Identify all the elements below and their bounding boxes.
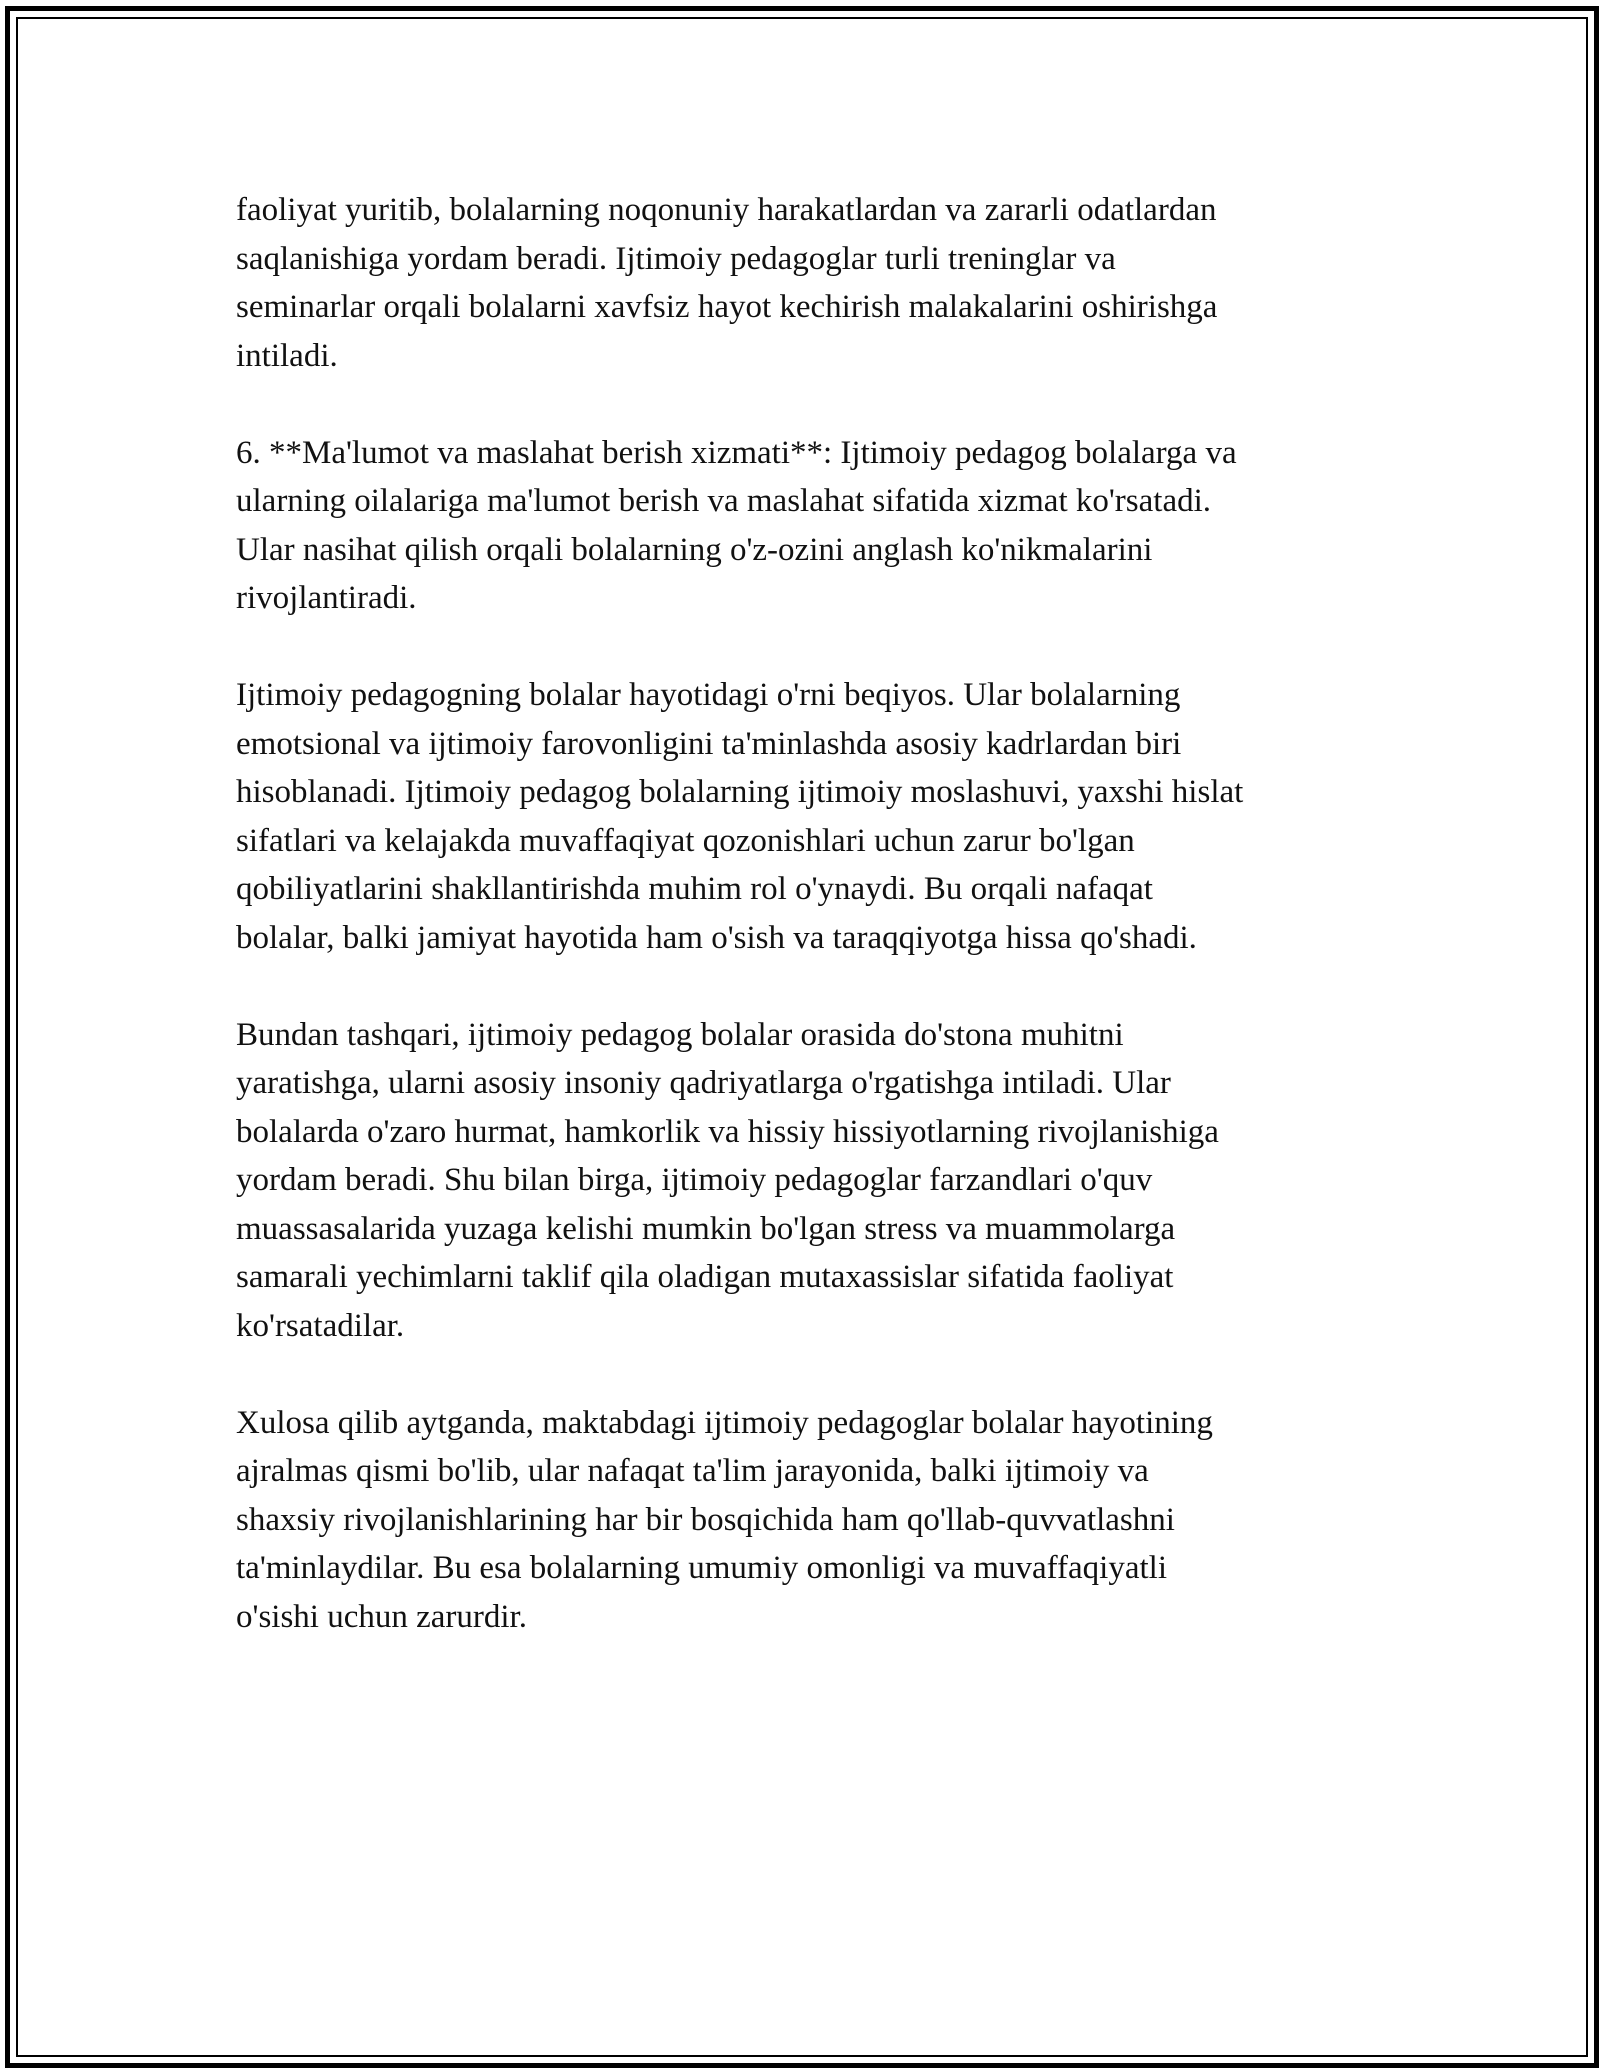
text-line: qobiliyatlarini shakllantirishda muhim rol o'ynaydi. Bu orqali nafaqat — [236, 871, 1153, 907]
paragraph — [236, 1011, 1366, 1351]
text-line: 6. **Ma'lumot va maslahat berish xizmati**: Ijtimoiy pedagog bolalarga va — [236, 434, 1237, 471]
text-line: hisoblanadi. Ijtimoiy pedagog bolalarning ijtimoiy moslashuvi, yaxshi hislat — [236, 774, 1244, 810]
text-line: Xulosa qilib aytganda, maktabdagi ijtimoiy pedagoglar bolalar hayotining — [236, 1404, 1213, 1441]
text-line: shaxsiy rivojlanishlarining har bir bosqichida ham qo'llab-quvvatlashni — [236, 1501, 1175, 1538]
text-line: rivojlantiradi. — [236, 580, 417, 616]
text-line: Bundan tashqari, ijtimoiy pedagog bolalar orasida do'stona muhitni — [236, 1016, 1124, 1053]
text-line: Ijtimoiy pedagogning bolalar hayotidagi o'rni beqiyos. Ular bolalarning — [236, 677, 1181, 713]
text-line: saqlanishiga yordam beradi. Ijtimoiy pedagoglar turli treninglar va — [236, 240, 1116, 277]
text-line: emotsional va ijtimoiy farovonligini ta'minlashda asosiy kadrlardan biri — [236, 725, 1182, 762]
text-line: o'sishi uchun zarurdir. — [236, 1598, 527, 1635]
paragraph — [236, 429, 1366, 623]
text-line: ta'minlaydilar. Bu esa bolalarning umumiy omonligi va muvaffaqiyatli — [236, 1550, 1167, 1586]
text-line: intiladi. — [236, 337, 338, 374]
text-line: muassasalarida yuzaga kelishi mumkin bo'lgan stress va muammolarga — [236, 1210, 1176, 1247]
paragraph — [236, 186, 1366, 380]
text-line: faoliyat yuritib, bolalarning noqonuniy harakatlardan va zararli odatlardan — [236, 192, 1217, 228]
paragraph — [236, 671, 1366, 962]
text-line: bolalar, balki jamiyat hayotida ham o'sish va taraqqiyotga hissa qo'shadi. — [236, 919, 1197, 956]
paragraph — [236, 1399, 1366, 1642]
text-line: ko'rsatadilar. — [236, 1307, 405, 1344]
text-line: sifatlari va kelajakda muvaffaqiyat qozonishlari uchun zarur bo'lgan — [236, 822, 1135, 859]
text-line: ularning oilalariga ma'lumot berish va maslahat sifatida xizmat ko'rsatadi. — [236, 483, 1212, 519]
text-line: ajralmas qismi bo'lib, ular nafaqat ta'lim jarayonida, balki ijtimoiy va — [236, 1453, 1149, 1489]
text-line: Ular nasihat qilish orqali bolalarning o'z-ozini anglash ko'nikmalarini — [236, 531, 1153, 568]
text-line: seminarlar orqali bolalarni xavfsiz hayot kechirish malakalarini oshirishga — [236, 289, 1218, 325]
text-line: samarali yechimlarni taklif qila oladigan mutaxassislar sifatida faoliyat — [236, 1259, 1174, 1295]
text-line: bolalarda o'zaro hurmat, hamkorlik va hissiy hissiyotlarning rivojlanishiga — [236, 1113, 1219, 1150]
text-line: yaratishga, ularni asosiy insoniy qadriyatlarga o'rgatishga intiladi. Ular — [236, 1065, 1171, 1101]
text-line: yordam beradi. Shu bilan birga, ijtimoiy pedagoglar farzandlari o'quv — [236, 1162, 1153, 1198]
document-body — [236, 186, 1366, 1690]
